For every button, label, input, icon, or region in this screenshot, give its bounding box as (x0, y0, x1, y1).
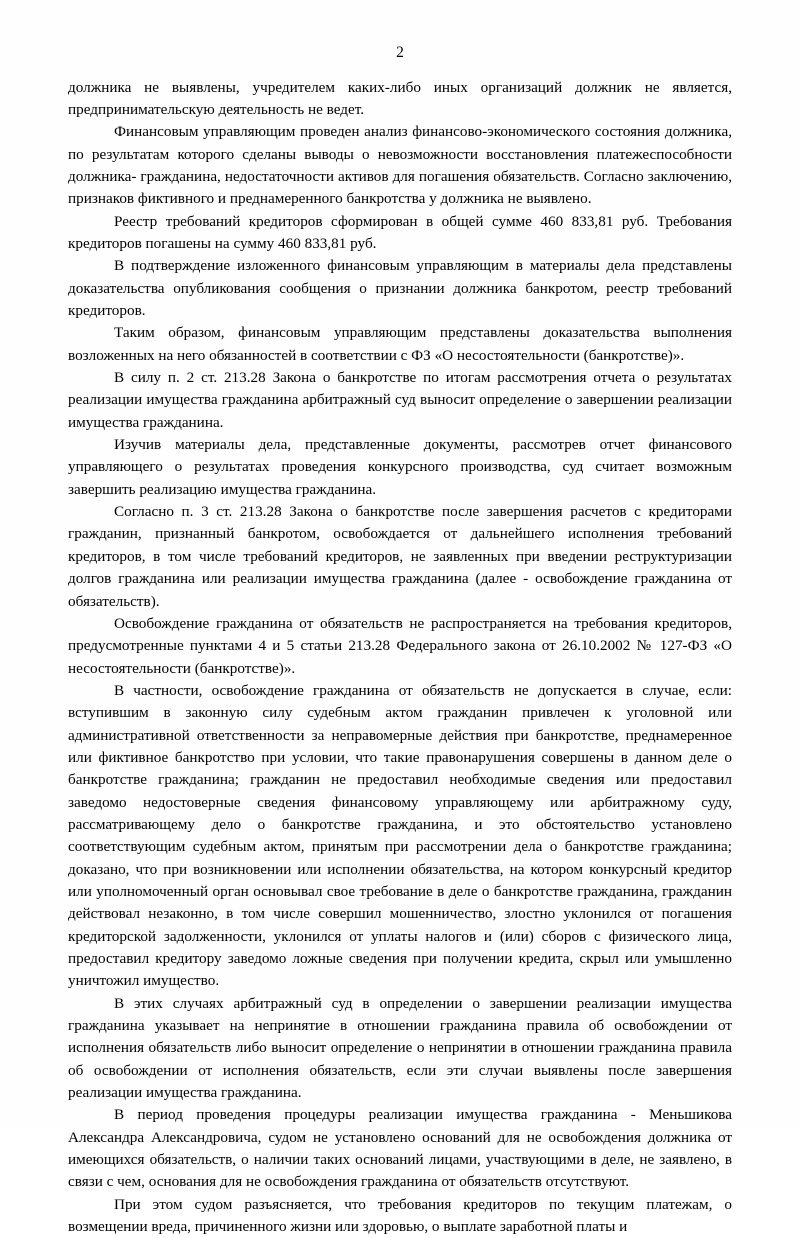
paragraph: В этих случаях арбитражный суд в определении о завершении реализации имущества гражданина указывает на непринятие в отношении гражданина правила об освобождении от исполнения обязательств либо выносит определение о непринятии в отношении гражданина правила об освобождении от исполнения обязательств, если эти случаи выявлены после завершения реализации имущества гражданина. (68, 994, 732, 1102)
document-body (68, 77, 732, 1238)
page-number: 2 (396, 44, 404, 61)
paragraph: В силу п. 2 ст. 213.28 Закона о банкротстве по итогам рассмотрения отчета о результатах реализации имущества гражданина арбитражный суд выносит определение о завершении реализации имущества гражданина. (68, 369, 732, 431)
paragraph: Таким образом, финансовым управляющим представлены доказательства выполнения возложенных на него обязанностей в соответствии с ФЗ «О несостоятельности (банкротстве)». (68, 324, 732, 364)
paragraph: Освобождение гражданина от обязательств не распространяется на требования кредиторов, предусмотренные пунктами 4 и 5 статьи 213.28 Федерального закона от 26.10.2002 № 127-ФЗ «О несостоятельности (банкротстве)». (68, 614, 732, 677)
paragraph: Финансовым управляющим проведен анализ финансово-экономического состояния должника, по результатам которого сделаны выводы о невозможности восстановления платежеспособности должника- гражданина, недостаточности активов для погашения обязательств. Согласно заключению, признаков фиктивного и преднамеренного банкротства у должника не выявлено. (68, 123, 732, 208)
paragraph: должника не выявлены, учредителем каких-либо иных организаций должник не является, предпринимательскую деятельность не ведет. (68, 78, 732, 118)
paragraph: В период проведения процедуры реализации имущества гражданина - Меньшикова Александра Александровича, судом не установлено оснований для не освобождения должника от имеющихся обязательств, о наличии таких оснований лицами, участвующими в деле, не заявлено, в связи с чем, основания для не освобождения гражданина от обязательств отсутствуют. (68, 1106, 732, 1191)
paragraph: В частности, освобождение гражданина от обязательств не допускается в случае, если: вступившим в законную силу судебным актом гражданин привлечен к уголовной или административной ответственности за неправомерные действия при банкротстве, преднамеренное или фиктивное банкротство при условии, что такие правонарушения совершены в данном деле о банкротстве гражданина; гражданин не предоставил необходимые сведения или предоставил заведомо недостоверные сведения финансовому управляющему или арбитражному суду, рассматривающему дело о банкротстве гражданина, и это обстоятельство установлено соответствующим судебным актом, принятым при рассмотрении дела о банкротстве гражданина; доказано, что при возникновении или исполнении обязательства, на котором конкурсный кредитор или уполномоченный орган основывал свое требование в деле о банкротстве гражданина, гражданин действовал незаконно, в том числе совершил мошенничество, злостно уклонился от погашения кредиторской задолженности, уклонился от уплаты налогов и (или) сборов с физического лица, предоставил кредитору заведомо ложные сведения при получении кредита, скрыл или умышленно уничтожил имущество. (68, 681, 732, 990)
paragraph: При этом судом разъясняется, что требования кредиторов по текущим платежам, о возмещении вреда, причиненного жизни или здоровью, о выплате заработной платы и (68, 1195, 732, 1236)
paragraph: Изучив материалы дела, представленные документы, рассмотрев отчет финансового управляющего о результатах проведения конкурсного производства, суд считает возможным завершить реализацию имущества гражданина. (68, 436, 732, 498)
paragraph: Согласно п. 3 ст. 213.28 Закона о банкротстве после завершения расчетов с кредиторами гражданин, признанный банкротом, освобождается от дальнейшего исполнения требований кредиторов, в том числе требований кредиторов, не заявленных при введении реструктуризации долгов гражданина или реализации имущества гражданина (далее - освобождение гражданина от обязательств). (68, 503, 732, 610)
paragraph: В подтверждение изложенного финансовым управляющим в материалы дела представлены доказательства опубликования сообщения о признании должника банкротом, реестр требований кредиторов. (68, 257, 732, 320)
paragraph: Реестр требований кредиторов сформирован в общей сумме 460 833,81 руб. Требования кредиторов погашены на сумму 460 833,81 руб. (68, 212, 732, 252)
